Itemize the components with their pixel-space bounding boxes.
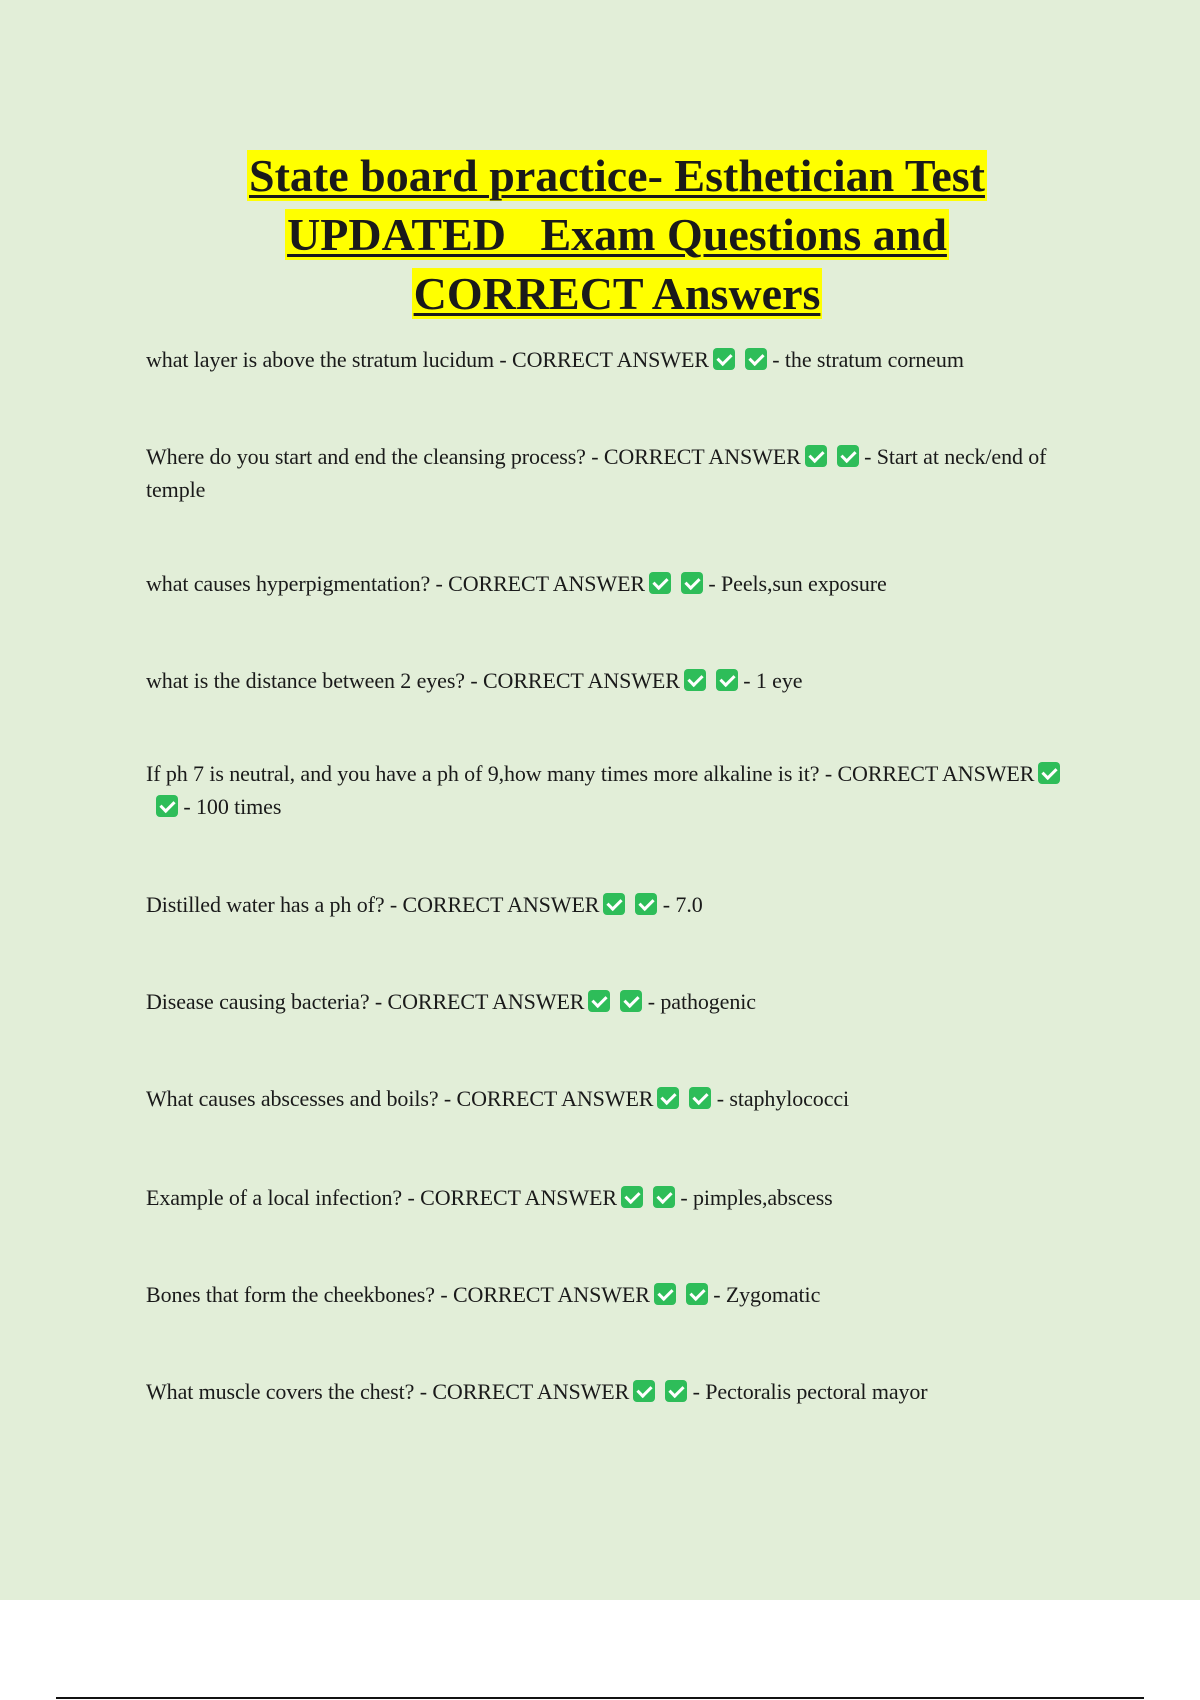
check-icon — [621, 1186, 643, 1208]
check-icon — [805, 445, 827, 467]
check-icon — [689, 1087, 711, 1109]
title-line-2-text: UPDATED Exam Questions and — [287, 209, 947, 260]
question-text: Bones that form the cheekbones? - — [146, 1282, 453, 1307]
qa-item — [146, 343, 1076, 376]
qa-item — [146, 567, 1076, 600]
question-text: what causes hyperpigmentation? - — [146, 571, 449, 596]
qa-item — [146, 1181, 1076, 1214]
question-text: What causes abscesses and boils? - — [146, 1086, 457, 1111]
check-icon — [837, 445, 859, 467]
document-title — [0, 146, 1200, 323]
title-line-3-text: CORRECT Answers — [413, 268, 821, 319]
answer-text: - staphylococci — [711, 1086, 850, 1111]
qa-item — [146, 1375, 1076, 1408]
qa-item — [146, 1082, 1076, 1115]
title-line-1-text: State board practice- Esthetician Test — [249, 150, 985, 201]
answer-marker: CORRECT ANSWER — [387, 989, 585, 1014]
title-line-3 — [0, 264, 1200, 323]
answer-marker: CORRECT ANSWER — [402, 892, 600, 917]
answer-marker: CORRECT ANSWER — [837, 761, 1035, 786]
check-icon — [745, 348, 767, 370]
qa-item — [146, 664, 1076, 697]
qa-item — [146, 1278, 1076, 1311]
check-icon — [156, 795, 178, 817]
check-icon — [654, 1283, 676, 1305]
answer-text: - pathogenic — [642, 989, 756, 1014]
title-line-2 — [0, 205, 1200, 264]
answer-text: - pimples,abscess — [674, 1185, 833, 1210]
answer-text: - the stratum corneum — [766, 347, 964, 372]
footer-divider — [56, 1697, 1144, 1699]
title-line-1 — [0, 146, 1200, 205]
check-icon — [657, 1087, 679, 1109]
check-icon — [716, 669, 738, 691]
check-icon — [633, 1380, 655, 1402]
answer-text: - Start at neck/end of temple — [146, 444, 1047, 502]
check-icon — [649, 572, 671, 594]
answer-marker: CORRECT ANSWER — [420, 1185, 617, 1210]
answer-marker: CORRECT ANSWER — [456, 1086, 654, 1111]
qa-item — [146, 985, 1076, 1018]
question-text: What muscle covers the chest? - — [146, 1379, 433, 1404]
question-text: Where do you start and end the cleansing process? - — [146, 444, 604, 469]
qa-item — [146, 757, 1076, 823]
answer-marker: CORRECT ANSWER — [512, 347, 709, 372]
question-text: Example of a local infection? - — [146, 1185, 421, 1210]
check-icon — [635, 893, 657, 915]
answer-text: - 1 eye — [737, 668, 803, 693]
answer-marker: CORRECT ANSWER — [482, 668, 680, 693]
check-icon — [713, 348, 735, 370]
question-text: Disease causing bacteria? - — [146, 989, 388, 1014]
check-icon — [653, 1186, 675, 1208]
answer-text: - Zygomatic — [707, 1282, 821, 1307]
question-text: what layer is above the stratum lucidum - — [146, 347, 513, 372]
answer-marker: CORRECT ANSWER — [432, 1379, 630, 1404]
check-icon — [603, 893, 625, 915]
answer-marker: CORRECT ANSWER — [448, 571, 645, 596]
answer-marker: CORRECT ANSWER — [452, 1282, 650, 1307]
question-text: Distilled water has a ph of? - — [146, 892, 403, 917]
check-icon — [588, 990, 610, 1012]
qa-item — [146, 888, 1076, 921]
check-icon — [686, 1283, 708, 1305]
check-icon — [681, 572, 703, 594]
question-text: If ph 7 is neutral, and you have a ph of 9,how many times more alkaline is it? - — [146, 761, 838, 786]
check-icon — [665, 1380, 687, 1402]
answer-text: - 7.0 — [657, 892, 703, 917]
check-icon — [1038, 762, 1060, 784]
qa-item — [146, 440, 1076, 506]
answer-text: - 100 times — [178, 794, 282, 819]
question-text: what is the distance between 2 eyes? - — [146, 668, 483, 693]
answer-text: - Pectoralis pectoral mayor — [687, 1379, 928, 1404]
answer-text: - Peels,sun exposure — [703, 571, 887, 596]
check-icon — [620, 990, 642, 1012]
answer-marker: CORRECT ANSWER — [603, 444, 801, 469]
check-icon — [684, 669, 706, 691]
